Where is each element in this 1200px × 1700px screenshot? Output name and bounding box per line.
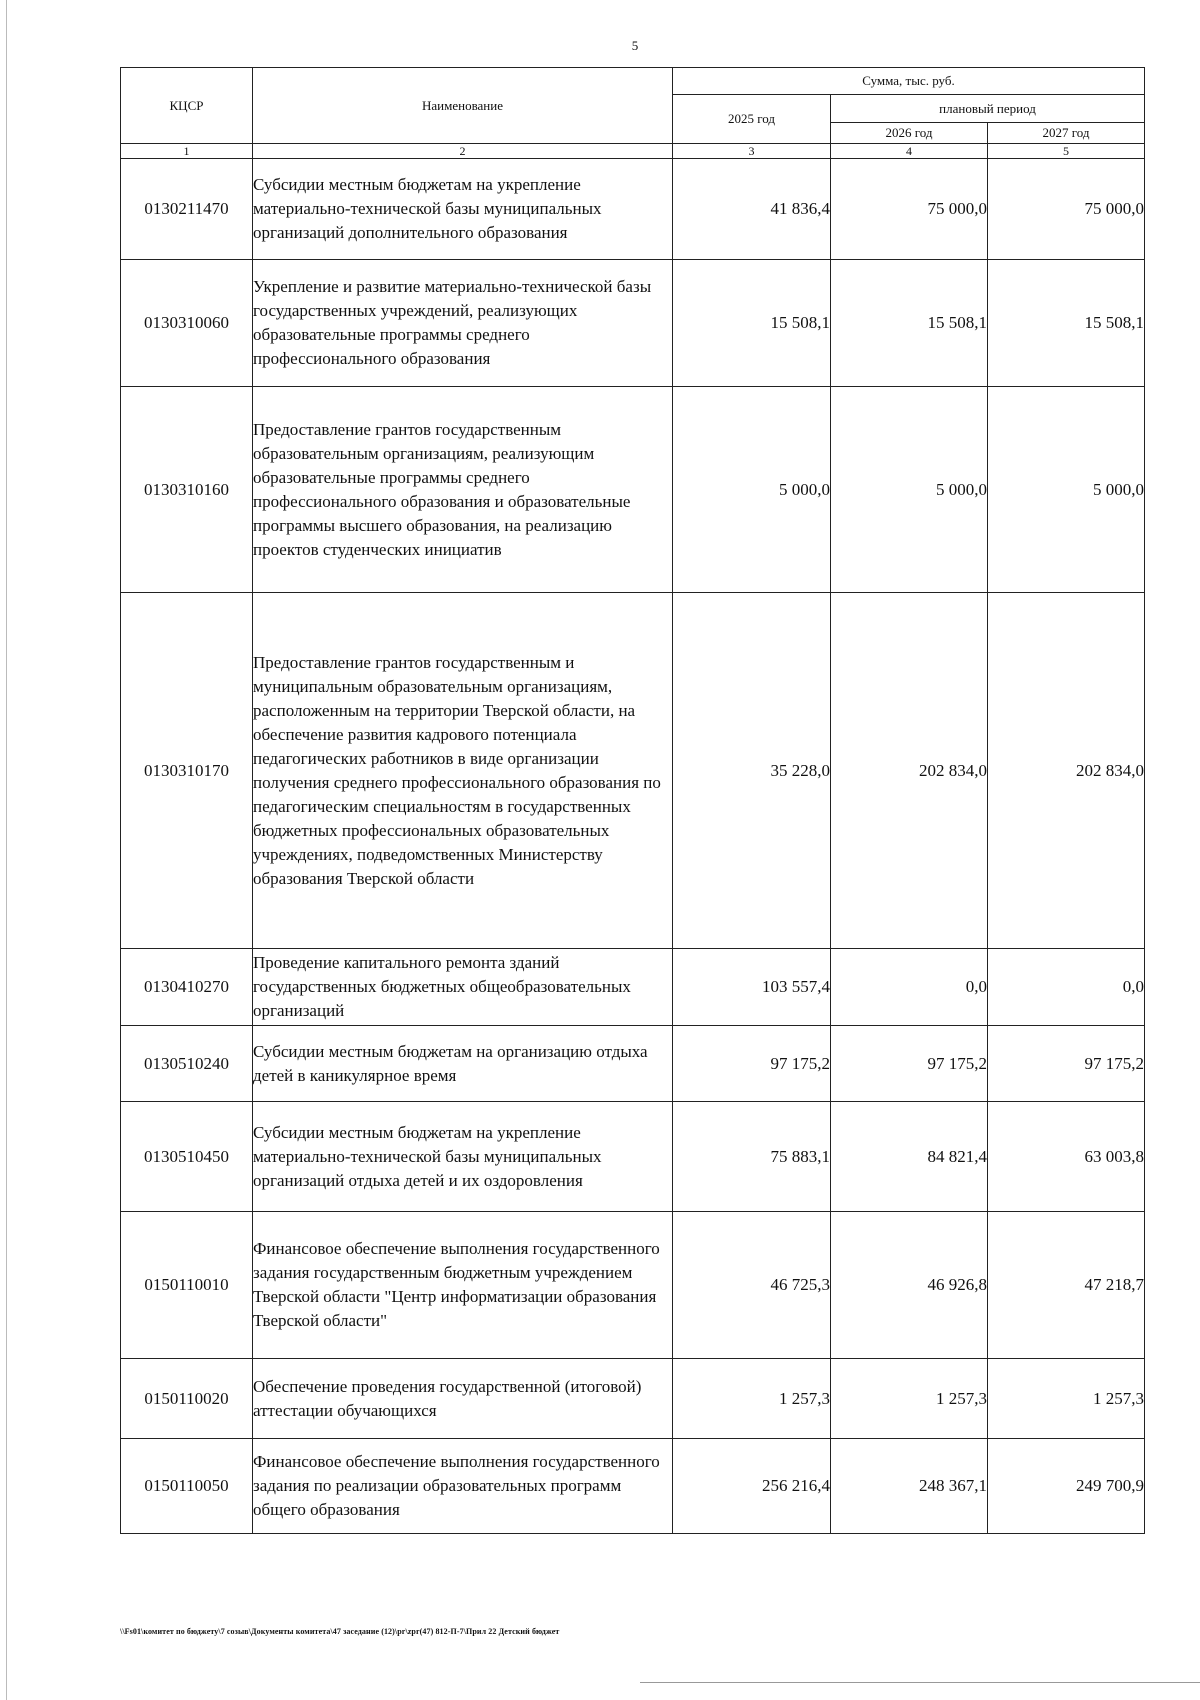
- row-value-2027: 0,0: [988, 949, 1145, 1026]
- scan-edge-line: [640, 1682, 1200, 1683]
- row-value-2025: 75 883,1: [673, 1102, 831, 1212]
- header-2026: 2026 год: [831, 123, 988, 144]
- row-value-2027: 5 000,0: [988, 387, 1145, 593]
- table-row: [121, 1102, 1145, 1212]
- table-body: [121, 159, 1145, 1534]
- row-name: Финансовое обеспечение выполнения государственного задания государственным бюджетным учреждением Тверской области "Центр информатизации образования Тверской области": [253, 1212, 673, 1359]
- row-value-2025: 35 228,0: [673, 593, 831, 949]
- row-value-2026: 97 175,2: [831, 1026, 988, 1102]
- row-value-2025: 41 836,4: [673, 159, 831, 260]
- budget-table: [120, 67, 1145, 1534]
- row-code: 0130310160: [121, 387, 253, 593]
- header-2025: 2025 год: [673, 95, 831, 144]
- row-value-2026: 46 926,8: [831, 1212, 988, 1359]
- row-value-2026: 1 257,3: [831, 1359, 988, 1439]
- row-name: Проведение капитального ремонта зданий государственных бюджетных общеобразовательных организаций: [253, 949, 673, 1026]
- table-row: [121, 949, 1145, 1026]
- row-value-2025: 5 000,0: [673, 387, 831, 593]
- row-value-2027: 202 834,0: [988, 593, 1145, 949]
- col-number-4: 4: [831, 144, 988, 159]
- col-number-1: 1: [121, 144, 253, 159]
- row-value-2027: 249 700,9: [988, 1439, 1145, 1534]
- row-name: Предоставление грантов государственным образовательным организациям, реализующим образовательные программы среднего профессионального образования и образовательные программы высшего образования, на реализацию проектов студенческих инициатив: [253, 387, 673, 593]
- page-number: 5: [631, 38, 639, 53]
- row-value-2027: 15 508,1: [988, 260, 1145, 387]
- table-row: [121, 1359, 1145, 1439]
- row-code: 0150110020: [121, 1359, 253, 1439]
- row-name: Обеспечение проведения государственной (итоговой) аттестации обучающихся: [253, 1359, 673, 1439]
- row-value-2027: 47 218,7: [988, 1212, 1145, 1359]
- col-number-5: 5: [988, 144, 1145, 159]
- row-code: 0130510240: [121, 1026, 253, 1102]
- table-row: [121, 260, 1145, 387]
- row-value-2026: 84 821,4: [831, 1102, 988, 1212]
- row-code: 0130510450: [121, 1102, 253, 1212]
- row-name: Предоставление грантов государственным и муниципальным образовательным организациям, расположенным на территории Тверской области, на обеспечение развития кадрового потенциала педагогических работников в виде организации получения среднего профессионального образования по педагогическим специальностям в государственных бюджетных профессиональных образовательных учреждениях, подведомственных Министерству образования Тверской области: [253, 593, 673, 949]
- row-value-2026: 202 834,0: [831, 593, 988, 949]
- row-value-2025: 97 175,2: [673, 1026, 831, 1102]
- row-value-2025: 15 508,1: [673, 260, 831, 387]
- row-value-2026: 15 508,1: [831, 260, 988, 387]
- table-row: [121, 1212, 1145, 1359]
- row-value-2027: 75 000,0: [988, 159, 1145, 260]
- row-name: Субсидии местным бюджетам на укрепление материально-технической базы муниципальных организаций отдыха детей и их оздоровления: [253, 1102, 673, 1212]
- col-number-3: 3: [673, 144, 831, 159]
- row-name: Субсидии местным бюджетам на организацию отдыха детей в каникулярное время: [253, 1026, 673, 1102]
- header-plan-period: плановый период: [831, 95, 1145, 123]
- row-code: 0150110050: [121, 1439, 253, 1534]
- row-value-2027: 97 175,2: [988, 1026, 1145, 1102]
- header-sum: Сумма, тыс. руб.: [673, 68, 1145, 95]
- scan-edge-line: [6, 0, 7, 1700]
- row-value-2026: 0,0: [831, 949, 988, 1026]
- row-code: 0130211470: [121, 159, 253, 260]
- row-value-2026: 5 000,0: [831, 387, 988, 593]
- row-value-2025: 46 725,3: [673, 1212, 831, 1359]
- table-row: [121, 593, 1145, 949]
- row-code: 0130310060: [121, 260, 253, 387]
- row-code: 0150110010: [121, 1212, 253, 1359]
- row-name: Финансовое обеспечение выполнения государственного задания по реализации образовательных программ общего образования: [253, 1439, 673, 1534]
- row-code: 0130410270: [121, 949, 253, 1026]
- header-code: КЦСР: [121, 68, 253, 144]
- table-row: [121, 387, 1145, 593]
- table-header: [121, 68, 1145, 159]
- row-value-2027: 1 257,3: [988, 1359, 1145, 1439]
- col-number-2: 2: [253, 144, 673, 159]
- row-value-2025: 256 216,4: [673, 1439, 831, 1534]
- row-value-2026: 75 000,0: [831, 159, 988, 260]
- row-name: Укрепление и развитие материально-технической базы государственных учреждений, реализующих образовательные программы среднего профессионального образования: [253, 260, 673, 387]
- table-row: [121, 1026, 1145, 1102]
- row-name: Субсидии местным бюджетам на укрепление материально-технической базы муниципальных организаций дополнительного образования: [253, 159, 673, 260]
- header-name: Наименование: [253, 68, 673, 144]
- row-value-2025: 103 557,4: [673, 949, 831, 1026]
- row-value-2026: 248 367,1: [831, 1439, 988, 1534]
- table-row: [121, 159, 1145, 260]
- footer-file-path: \\Fs01\комитет по бюджету\7 созыв\Документы комитета\47 заседание (12)\pr\zpr(47) 812-П-7\Прил 22 Детский бюджет: [120, 1627, 560, 1636]
- row-value-2027: 63 003,8: [988, 1102, 1145, 1212]
- row-code: 0130310170: [121, 593, 253, 949]
- row-value-2025: 1 257,3: [673, 1359, 831, 1439]
- table-row: [121, 1439, 1145, 1534]
- header-2027: 2027 год: [988, 123, 1145, 144]
